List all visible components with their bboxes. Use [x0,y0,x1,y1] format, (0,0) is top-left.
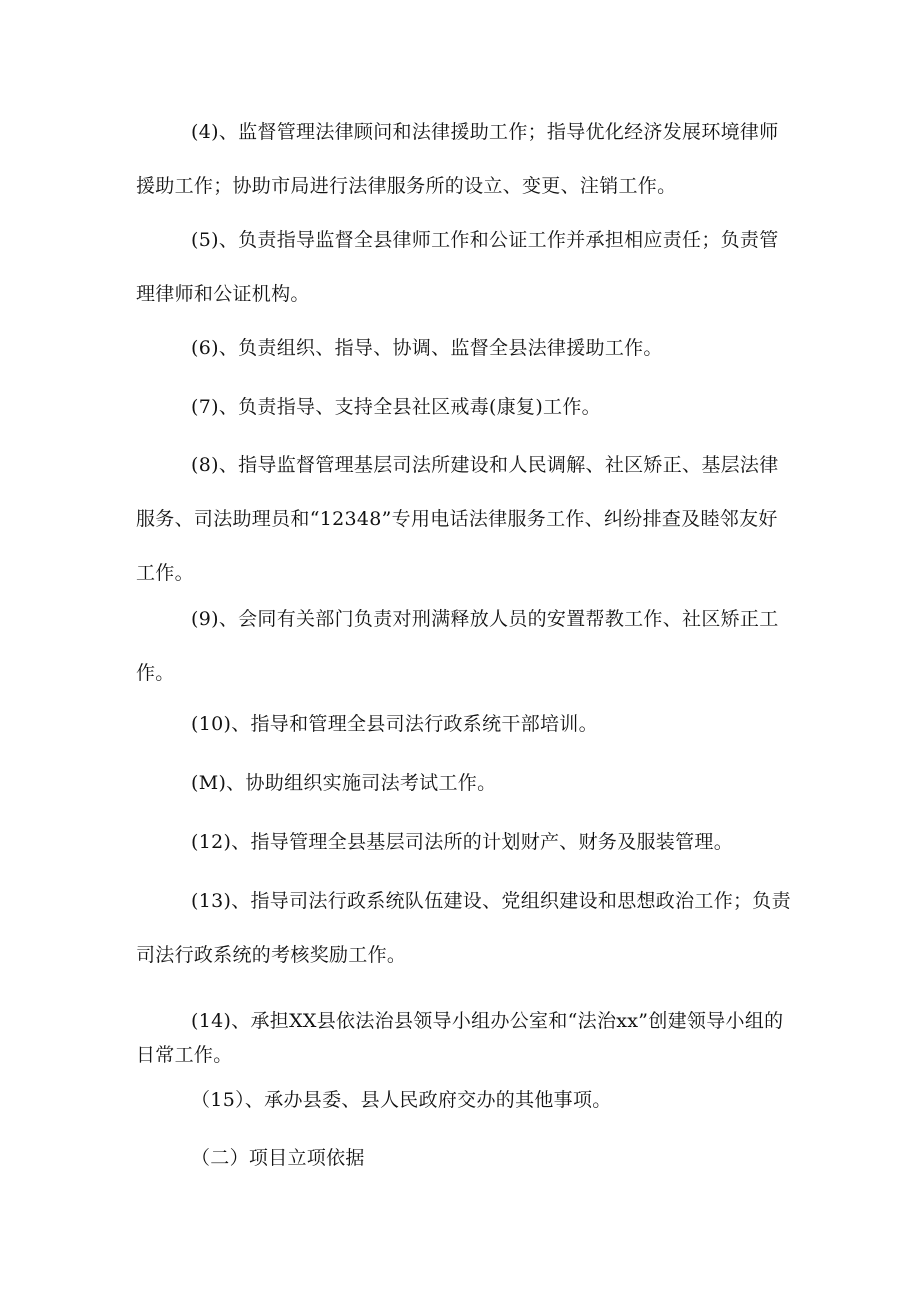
paragraph-item-14: (14)、承担XX县依法治县领导小组办公室和“法治xx”创建领导小组的日常工作。 [136,1010,784,1066]
paragraph-item-11: (M)、协助组织实施司法考试工作。 [191,772,497,794]
paragraph-item-4: (4)、监督管理法律顾问和法律援助工作；指导优化经济发展环境律师援助工作；协助市局进行法律服务所的设立、变更、注销工作。 [136,121,779,197]
paragraph-item-9: (9)、会同有关部门负责对刑满释放人员的安置帮教工作、社区矫正工作。 [136,608,779,684]
section-heading-project-basis: （二）项目立项依据 [191,1147,365,1169]
paragraph-item-6: (6)、负责组织、指导、协调、监督全县法律援助工作。 [191,337,663,359]
paragraph-item-5: (5)、负责指导监督全县律师工作和公证工作并承担相应责任；负责管理律师和公证机构。 [136,229,779,305]
paragraph-item-7: (7)、负责指导、支持全县社区戒毒(康复)工作。 [191,396,601,418]
paragraph-item-13: (13)、指导司法行政系统队伍建设、党组织建设和思想政治工作；负责司法行政系统的考核奖励工作。 [136,890,791,966]
paragraph-item-8: (8)、指导监督管理基层司法所建设和人民调解、社区矫正、基层法律服务、司法助理员和“12348”专用电话法律服务工作、纠纷排查及睦邻友好工作。 [136,454,779,584]
paragraph-item-12: (12)、指导管理全县基层司法所的计划财产、财务及服装管理。 [191,831,734,853]
paragraph-item-15: （15）、承办县委、县人民政府交办的其他事项。 [191,1089,612,1111]
paragraph-item-10: (10)、指导和管理全县司法行政系统干部培训。 [191,713,598,735]
